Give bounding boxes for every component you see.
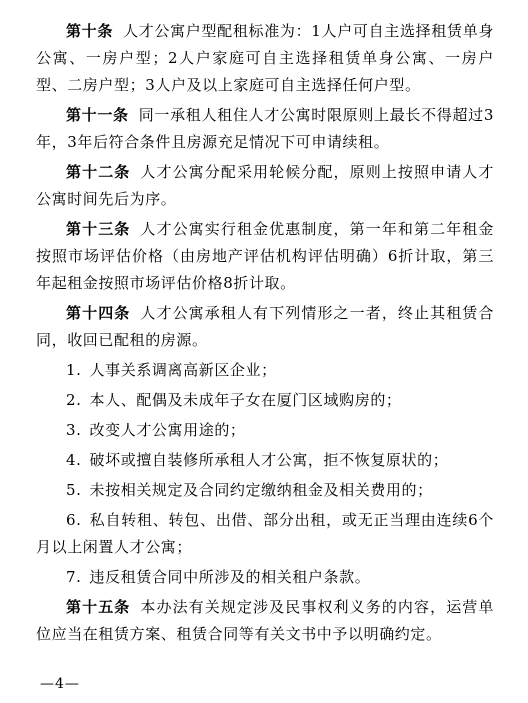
article-15 bbox=[36, 594, 494, 648]
list-item-text: 人事关系调离高新区企业； bbox=[89, 361, 277, 379]
article-heading: 第十三条 bbox=[66, 220, 131, 238]
list-item-number: 3. bbox=[66, 421, 82, 439]
list-item-text: 改变人才公寓用途的； bbox=[89, 421, 246, 439]
article-text: 人才公寓实行租金优惠制度，第一年和第二年租金按照市场评估价格（由房地产评估机构评估明确）6折计取，第三年起租金按照市场评估价格8折计取。 bbox=[36, 220, 495, 292]
article-13 bbox=[36, 216, 494, 297]
list-item bbox=[36, 564, 494, 591]
article-heading: 第十五条 bbox=[66, 598, 131, 616]
list-item bbox=[36, 447, 494, 474]
list-item-number: 1. bbox=[66, 361, 82, 379]
list-item-number: 4. bbox=[66, 451, 82, 469]
article-text: 人才公寓承租人有下列情形之一者，终止其租赁合同，收回已配租的房源。 bbox=[36, 304, 495, 349]
article-text: 同一承租人租住人才公寓时限原则上最长不得超过3年，3年后符合条件且房源充足情况下可申请续租。 bbox=[36, 106, 494, 151]
list-item-text: 私自转租、转包、出借、部分出租，或无正当理由连续6个月以上闲置人才公寓； bbox=[36, 511, 494, 556]
article-heading: 第十二条 bbox=[66, 163, 131, 181]
list-item-number: 7. bbox=[66, 568, 82, 586]
article-text: 人才公寓分配采用轮候分配，原则上按照申请人才公寓时间先后为序。 bbox=[36, 163, 495, 208]
page-number: —4— bbox=[40, 676, 80, 692]
article-12 bbox=[36, 159, 494, 213]
list-item-number: 6. bbox=[66, 511, 82, 529]
list-item bbox=[36, 507, 494, 561]
list-item bbox=[36, 477, 494, 504]
article-heading: 第十条 bbox=[66, 22, 114, 40]
article-heading: 第十四条 bbox=[66, 304, 131, 322]
list-item-text: 违反租赁合同中所涉及的相关租户条款。 bbox=[89, 568, 371, 586]
list-item-text: 未按相关规定及合同约定缴纳租金及相关费用的； bbox=[89, 481, 433, 499]
list-item-number: 2. bbox=[66, 391, 82, 409]
article-10 bbox=[36, 18, 494, 99]
list-item-number: 5. bbox=[66, 481, 82, 499]
article-heading: 第十一条 bbox=[66, 106, 129, 124]
article-14 bbox=[36, 300, 494, 354]
list-item bbox=[36, 417, 494, 444]
list-item bbox=[36, 357, 494, 384]
article-text: 人才公寓户型配租标准为：1人户可自主选择租赁单身公寓、一房户型；2人户家庭可自主选择租赁单身公寓、一房户型、二房户型；3人户及以上家庭可自主选择任何户型。 bbox=[36, 22, 494, 94]
list-item-text: 破坏或擅自装修所承租人才公寓，拒不恢复原状的； bbox=[89, 451, 449, 469]
article-text: 本办法有关规定涉及民事权利义务的内容，运营单位应当在租赁方案、租赁合同等有关文书中予以明确约定。 bbox=[36, 598, 495, 643]
document-page bbox=[36, 18, 494, 651]
list-item bbox=[36, 387, 494, 414]
article-11 bbox=[36, 102, 494, 156]
list-item-text: 本人、配偶及未成年子女在厦门区域购房的； bbox=[89, 391, 402, 409]
